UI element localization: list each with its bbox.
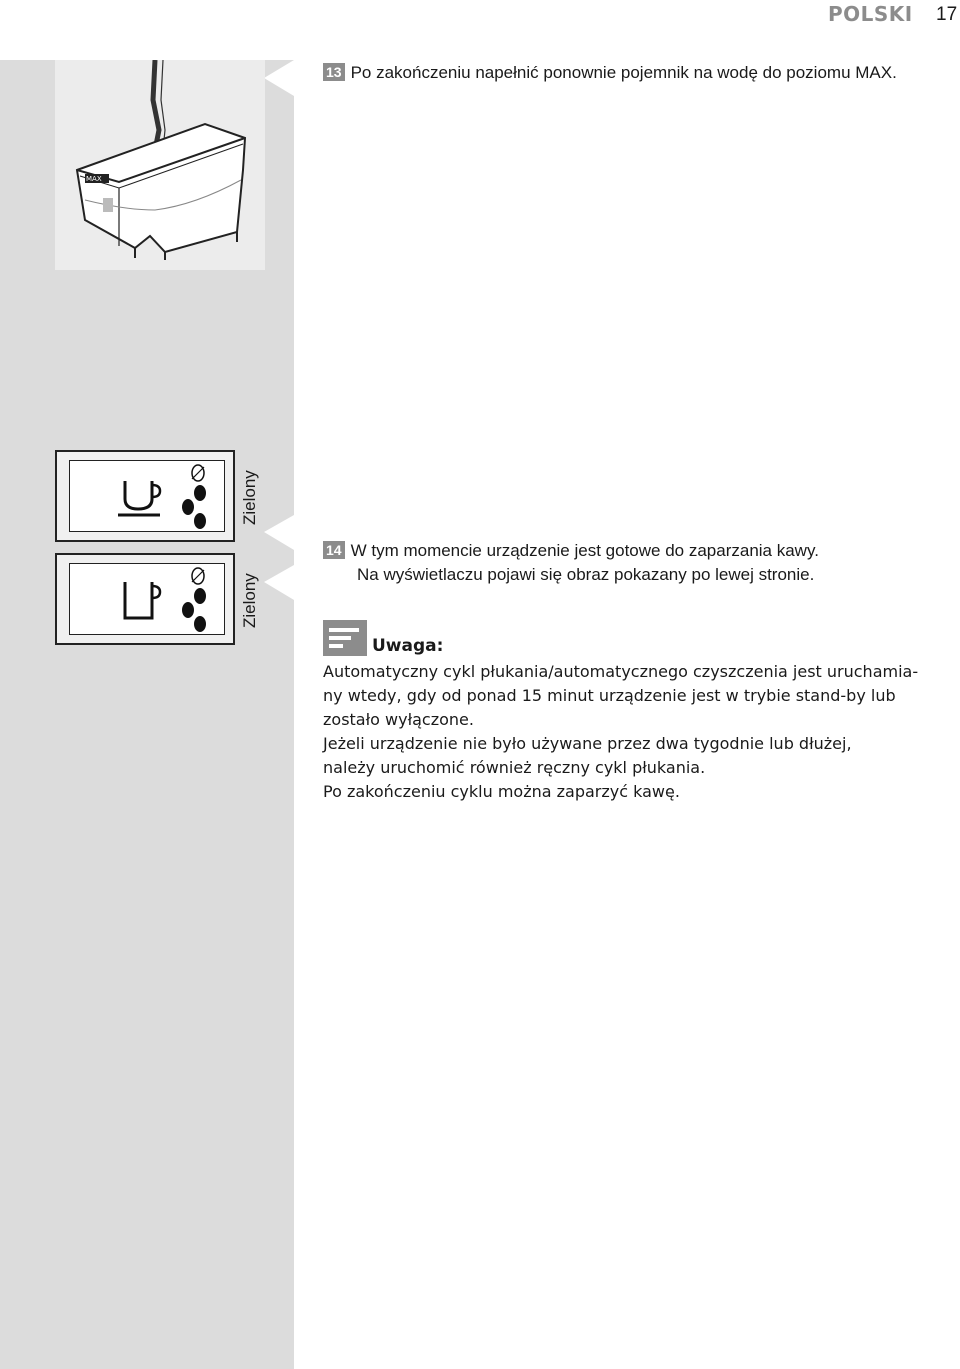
cup-with-saucer-icon [70, 461, 226, 535]
tall-cup-icon [70, 564, 226, 638]
step-text: Po zakończeniu napełnić ponownie pojemnik na wodę do poziomu MAX. [350, 63, 897, 82]
page-number: 17 [936, 4, 958, 25]
note-line: Automatyczny cykl płukania/automatycznego czyszczenia jest uruchamia- [323, 662, 919, 681]
water-tank-illustration [55, 60, 265, 270]
display-1-color-label: Zielony [240, 470, 259, 525]
note-line: należy uruchomić również ręczny cykl płukania. [323, 758, 706, 777]
water-tank-drawing [55, 60, 265, 270]
bean-filled-icon [194, 513, 206, 529]
display-panel-rinse [55, 553, 235, 645]
step-number: 14 [323, 541, 345, 559]
bean-filled-icon [182, 499, 194, 515]
display-2-color-label: Zielony [240, 573, 259, 628]
display-panel-ready [55, 450, 235, 542]
step-14 [323, 539, 819, 562]
note-icon [323, 620, 367, 656]
bean-filled-icon [194, 485, 206, 501]
note-line: Jeżeli urządzenie nie było używane przez dwa tygodnie lub dłużej, [323, 734, 852, 753]
max-mark: MAX [86, 175, 102, 183]
note-title: Uwaga: [372, 636, 444, 656]
note-line: ny wtedy, gdy od ponad 15 minut urządzenie jest w trybie stand-by lub [323, 686, 896, 705]
step-text-line1: W tym momencie urządzenie jest gotowe do zaparzania kawy. [350, 541, 819, 560]
bean-filled-icon [194, 588, 206, 604]
step-number: 13 [323, 63, 345, 81]
note-body [323, 660, 953, 804]
note-line: zostało wyłączone. [323, 710, 474, 729]
step-13 [323, 61, 923, 84]
language-label: POLSKI [828, 2, 913, 26]
bean-filled-icon [194, 616, 206, 632]
step-14-line2: Na wyświetlaczu pojawi się obraz pokazany po lewej stronie. [357, 565, 815, 584]
bean-filled-icon [182, 602, 194, 618]
note-line: Po zakończeniu cyklu można zaparzyć kawę. [323, 782, 680, 801]
